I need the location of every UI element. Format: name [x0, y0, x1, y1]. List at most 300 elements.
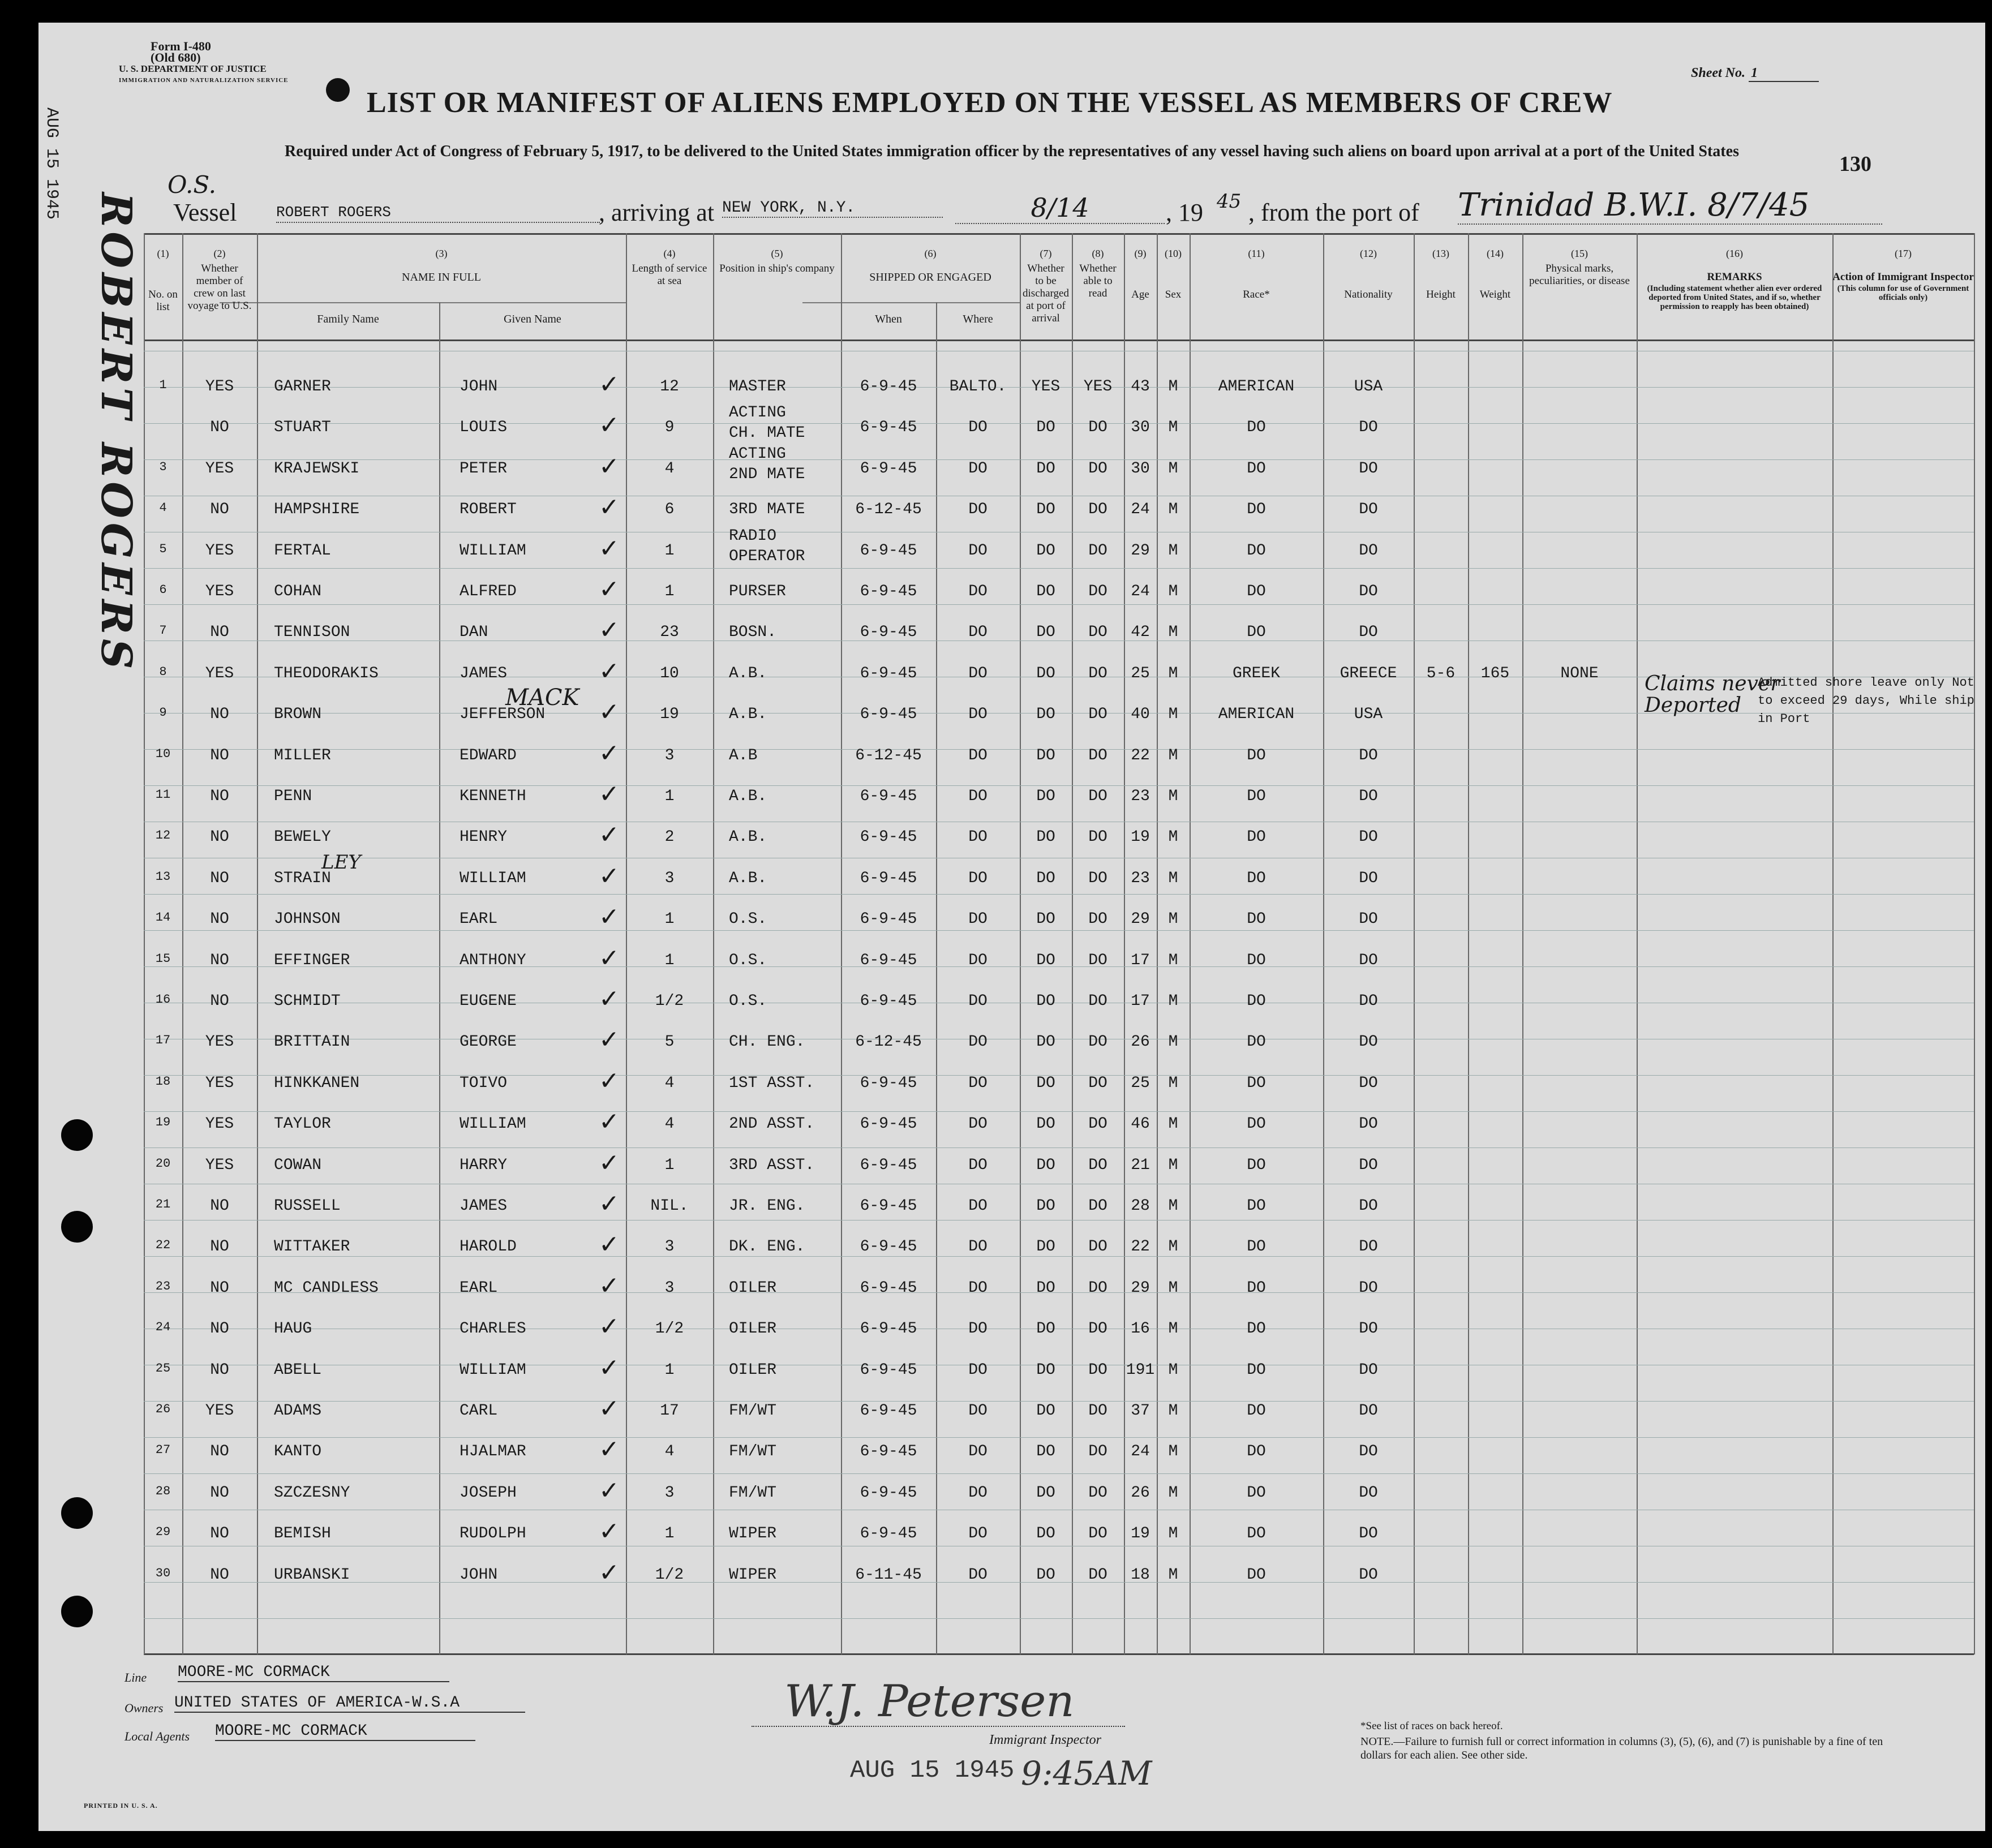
cell-position: O.S.: [729, 992, 767, 1010]
cell-nationality: DO: [1359, 1075, 1378, 1092]
cell-discharged: DO: [1036, 1197, 1055, 1215]
column-number: (10): [1165, 248, 1182, 259]
cell-family: BRITTAIN: [274, 1033, 350, 1051]
cell-service: 1: [664, 1157, 675, 1174]
column-header: Race*: [1243, 289, 1270, 300]
cell-given: GEORGE: [460, 1033, 517, 1051]
cell-position: A.B.: [729, 870, 767, 887]
cell-discharged: DO: [1036, 1157, 1055, 1174]
cell-prev: NO: [210, 1238, 229, 1256]
column-number: (7): [1040, 248, 1052, 259]
cell-sex: M: [1168, 1525, 1178, 1542]
cell-where: DO: [968, 1197, 988, 1215]
cell-service: 1/2: [655, 992, 684, 1010]
cell-read: DO: [1088, 1320, 1107, 1338]
cell-where: DO: [968, 870, 988, 887]
vessel-prefix: O.S.: [168, 171, 216, 199]
cell-given: HAROLD: [460, 1238, 517, 1256]
column-subheader: When: [875, 313, 902, 325]
cell-prev: NO: [210, 788, 229, 805]
cell-family: STUART: [274, 419, 331, 436]
cell-position: PURSER: [729, 583, 786, 600]
cell-when: 6-9-45: [860, 1525, 917, 1542]
cell-age: 29: [1131, 542, 1150, 560]
cell-age: 28: [1131, 1197, 1150, 1215]
cell-position: WIPER: [729, 1566, 777, 1584]
cell-nationality: DO: [1359, 501, 1378, 518]
cell-age: 22: [1131, 1238, 1150, 1256]
cell-prev: YES: [205, 1075, 234, 1092]
cell-nationality: DO: [1359, 542, 1378, 560]
cell-race: DO: [1247, 910, 1266, 928]
cell-discharged: DO: [1036, 624, 1055, 641]
cell-when: 6-9-45: [860, 1361, 917, 1379]
cell-when: 6-9-45: [860, 1238, 917, 1256]
given-name-note: MACK: [505, 685, 579, 711]
cell-when: 6-9-45: [860, 870, 917, 887]
check-mark-icon: ✓: [599, 534, 620, 563]
cell-age: 18: [1131, 1566, 1150, 1584]
cell-race: DO: [1247, 1197, 1266, 1215]
cell-service: 1: [664, 952, 675, 969]
cell-where: DO: [968, 828, 988, 846]
check-mark-icon: ✓: [599, 370, 620, 399]
cell-race: DO: [1247, 1443, 1266, 1460]
cell-family: MC CANDLESS: [274, 1279, 379, 1297]
column-divider: [713, 233, 714, 1654]
cell-position: FM/WT: [729, 1443, 777, 1460]
owners-label: Owners: [124, 1701, 164, 1715]
column-number: (17): [1895, 248, 1912, 259]
column-subheader: Given Name: [504, 313, 561, 325]
column-number: (11): [1248, 248, 1265, 259]
cell-service: 2: [664, 828, 675, 846]
cell-when: 6-9-45: [860, 828, 917, 846]
cell-age: 16: [1131, 1320, 1150, 1338]
column-divider: [257, 233, 258, 1654]
column-header: Whether member of crew on last voyage to U.S.: [187, 263, 252, 312]
cell-nationality: DO: [1359, 624, 1378, 641]
cell-race: DO: [1247, 460, 1266, 478]
cell-when: 6-9-45: [860, 1197, 917, 1215]
cell-read: DO: [1088, 1115, 1107, 1133]
cell-read: DO: [1088, 870, 1107, 887]
cell-when: 6-9-45: [860, 706, 917, 723]
ruled-line: [144, 1256, 1974, 1257]
ruled-line: [144, 1111, 1974, 1112]
signature-line: [752, 1726, 1125, 1727]
cell-nationality: DO: [1359, 1320, 1378, 1338]
cell-family: JOHNSON: [274, 910, 341, 928]
cell-where: DO: [968, 952, 988, 969]
cell-where: DO: [968, 1566, 988, 1584]
cell-no: 28: [155, 1484, 171, 1498]
cell-read: DO: [1088, 1157, 1107, 1174]
cell-no: 3: [159, 460, 167, 474]
cell-no: 29: [155, 1525, 171, 1539]
cell-sex: M: [1168, 1566, 1178, 1584]
ruled-line: [144, 894, 1974, 895]
cell-read: DO: [1088, 542, 1107, 560]
cell-family: EFFINGER: [274, 952, 350, 969]
cell-service: 17: [660, 1402, 679, 1420]
cell-where: DO: [968, 1443, 988, 1460]
cell-race: DO: [1247, 1238, 1266, 1256]
cell-weight: 165: [1480, 665, 1510, 682]
page-subtitle: Required under Act of Congress of February 5, 1917, to be delivered to the United States immigration officer by the representatives of any vessel having such aliens on board upon arrival at a port of the United States: [285, 143, 1739, 160]
cell-sex: M: [1168, 952, 1178, 969]
cell-age: 24: [1131, 1443, 1150, 1460]
page-number: 130: [1839, 152, 1871, 176]
cell-race: DO: [1247, 788, 1266, 805]
check-mark-icon: ✓: [599, 1394, 620, 1423]
cell-given: JOSEPH: [460, 1484, 517, 1502]
cell-discharged: DO: [1036, 1075, 1055, 1092]
column-header: Age: [1131, 289, 1149, 300]
column-subheader: Where: [963, 313, 993, 325]
cell-service: 1: [664, 583, 675, 600]
cell-race: DO: [1247, 1484, 1266, 1502]
cell-no: 6: [159, 583, 167, 597]
cell-discharged: DO: [1036, 1402, 1055, 1420]
column-number: (4): [663, 248, 676, 259]
cell-when: 6-9-45: [860, 788, 917, 805]
column-header: Action of Immigrant Inspector: [1832, 271, 1974, 283]
cell-no: 19: [155, 1115, 171, 1129]
cell-race: AMERICAN: [1218, 378, 1295, 396]
cell-position: FM/WT: [729, 1402, 777, 1420]
cell-sex: M: [1168, 706, 1178, 723]
cell-race: DO: [1247, 1115, 1266, 1133]
column-divider: [1637, 233, 1638, 1654]
column-divider: [1157, 233, 1158, 1654]
cell-service: 1: [664, 910, 675, 928]
cell-given: TOIVO: [460, 1075, 508, 1092]
cell-no: 21: [155, 1197, 171, 1211]
cell-family: MILLER: [274, 747, 331, 764]
vessel-label: Vessel: [173, 199, 237, 226]
cell-age: 40: [1131, 706, 1150, 723]
cell-given: EUGENE: [460, 992, 517, 1010]
cell-sex: M: [1168, 1033, 1178, 1051]
cell-race: AMERICAN: [1218, 706, 1295, 723]
column-header: Nationality: [1344, 289, 1393, 300]
cell-family: ADAMS: [274, 1402, 322, 1420]
cell-prev: NO: [210, 501, 229, 518]
cell-discharged: DO: [1036, 460, 1055, 478]
cell-age: 46: [1131, 1115, 1150, 1133]
line-label: Line: [124, 1670, 147, 1684]
cell-prev: YES: [205, 542, 234, 560]
cell-read: DO: [1088, 460, 1107, 478]
cell-nationality: DO: [1359, 1115, 1378, 1133]
cell-race: DO: [1247, 952, 1266, 969]
cell-age: 29: [1131, 910, 1150, 928]
cell-sex: M: [1168, 747, 1178, 764]
cell-discharged: DO: [1036, 706, 1055, 723]
cell-sex: M: [1168, 1443, 1178, 1460]
check-mark-icon: ✓: [599, 1107, 620, 1136]
column-header-note: (Including statement whether alien ever ordered deported from United States, and if so, whether permission to reapply has been obtained): [1647, 284, 1822, 311]
check-mark-icon: ✓: [599, 493, 620, 522]
cell-age: 23: [1131, 788, 1150, 805]
cell-given: HJALMAR: [460, 1443, 526, 1460]
cell-age: 22: [1131, 747, 1150, 764]
cell-no: 20: [155, 1157, 171, 1171]
cell-where: DO: [968, 910, 988, 928]
cell-family: SCHMIDT: [274, 992, 341, 1010]
check-mark-icon: ✓: [599, 780, 620, 809]
cell-prev: NO: [210, 870, 229, 887]
cell-sex: M: [1168, 910, 1178, 928]
column-divider: [1468, 233, 1469, 1654]
cell-discharged: DO: [1036, 583, 1055, 600]
cell-read: DO: [1088, 828, 1107, 846]
manifest-sheet: Form I-480 (Old 680) U. S. DEPARTMENT OF JUSTICE IMMIGRATION AND NATURALIZATION SERVICE Sheet No. 1 LIST OR MANIFEST OF ALIENS EMPLOYED ON THE VESSEL AS MEMBERS OF CREW Required under Act of Congress of February 5, 1917, to be delivered to the United States immigration officer by the representatives of any vessel having such aliens on board upon arrival at a port of the United States 130 O.S. Vessel ROBERT ROGERS , arriving at NEW YORK, N.Y. 8/14 , 19 45 , from the port of Trinidad B.W.I. 8/7/45 AUG 15 1945 ROBERT ROGERS (1) No. on list (2) Whether member of crew on last voyage to U.S. (3) NAME IN FULL (4) Length of service at sea (5) Position in ship's company (6) SHIPPED OR ENGAGED (7) Whether to be discharged at port of arrival (8) Whether able to read (9) Age (10) Sex (11) Race* (12) Nationality (13) Height (14) Weight (15) Physical marks, peculiarities, or disease (16) REMARKS (Including statement whether alien ever ordered deported from United States, and if so, whether permission to reapply has been obtained) (17) Action of Immigrant Inspector (This column for use of Government officials only) Family Name Given Name When Where 1 YES GARNER JOHN 12 MASTER 6-9-45 BALTO. YES YES 43 M AMERICAN USA ✓ NO STUART LOUIS 9 ACTING CH. MATE 6-9-45 DO DO DO 30 M DO DO ✓ 3 YES KRAJEWSKI PETER 4 ACTING 2ND MATE 6-9-45 DO DO DO 30 M DO DO ✓ 4 NO HAMPSHIRE ROBERT 6 3RD MATE 6-12-45 DO DO DO 24 M DO DO ✓ 5 YES FERTAL WILLIAM 1 RADIO OPERATOR 6-9-45 DO DO DO 29 M DO DO ✓ 6 YES COHAN ALFRED 1 PURSER 6-9-45 DO DO DO 24 M DO DO ✓ 7 NO TENNISON DAN 23 BOSN. 6-9-45 DO DO DO 42 M DO DO ✓ 8 YES THEODORAKIS JAMES 10 A.B. 6-9-45 DO DO DO 25 M GREEK GREECE 5-6 165 NONE ✓ 9 NO BROWN JEFFERSON 19 A.B. 6-9-45 DO DO DO 40 M AMERICAN USA ✓ 10 NO MILLER EDWARD 3 A.B 6-12-45 DO DO DO 22 M DO DO ✓ 11 NO PENN KENNETH 1 A.B. 6-9-45 DO DO DO 23 M DO DO ✓ 12 NO BEWELY HENRY 2 A.B. 6-9-45 DO DO DO 19 M DO DO ✓ 13 NO STRAIN WILLIAM 3 A.B. 6-9-45 DO DO DO 23 M DO DO ✓ 14 NO JOHNSON EARL 1 O.S. 6-9-45 DO DO DO 29 M DO DO ✓ 15 NO EFFINGER ANTHONY 1 O.S. 6-9-45 DO DO DO 17 M DO DO ✓ 16 NO SCHMIDT EUGENE 1/2 O.S. 6-9-45 DO DO DO 17 M DO DO ✓ 17 YES BRITTAIN GEORGE 5 CH. ENG. 6-12-45 DO DO DO 26 M DO DO ✓ 18 YES HINKKANEN TOIVO 4 1ST ASST. 6-9-45 DO DO DO 25 M DO DO ✓ 19 YES TAYLOR WILLIAM 4 2ND ASST. 6-9-45 DO DO DO 46 M DO DO ✓ 20 YES COWAN HARRY 1 3RD ASST. 6-9-45 DO DO DO 21 M DO DO ✓ 21 NO RUSSELL JAMES NIL. JR. ENG. 6-9-45 DO DO DO 28 M DO DO ✓ 22 NO WITTAKER HAROLD 3 DK. ENG. 6-9-45 DO DO DO 22 M DO DO ✓ 23 NO MC CANDLESS EARL 3 OILER 6-9-45 DO DO DO 29 M DO DO ✓ 24 NO HAUG CHARLES 1/2 OILER 6-9-45 DO DO DO 16 M DO DO ✓ 25 NO ABELL WILLIAM 1 OILER 6-9-45 DO DO DO 191 M DO DO ✓ 26 YES ADAMS CARL 17 FM/WT 6-9-45 DO DO DO 37 M DO DO ✓ 27 NO KANTO HJALMAR 4 FM/WT 6-9-45 DO DO DO 24 M DO DO ✓ 28 NO SZCZESNY JOSEPH 3 FM/WT 6-9-45 DO DO DO 26 M DO DO ✓ 29 NO BEMISH RUDOLPH 1 WIPER 6-9-45 DO DO DO 19 M DO DO ✓ 30 NO URBANSKI JOHN 1/2 WIPER 6-11-45 DO DO DO 18 M DO DO ✓ MACK Claims never Deported Admitted shore leave only Not to exceed 29 days, While ship in Port LEY Line MOORE-MC CORMACK Owners UNITED STATES OF AMERICA-W.S.A Local Agents MOORE-MC CORMACK W.J. Petersen Immigrant Inspector AUG 15 1945 9:45AM *See list of races on back hereof. NOTE.—Failure to furnish full or correct information in columns (3), (5), (6), and (7) is punishable by a fine of ten dollars for each alien. See other side. PRINTED IN U. S. A.: [38, 23, 1985, 1831]
column-divider: [1020, 233, 1021, 1654]
column-header: Height: [1426, 289, 1456, 300]
cell-given: WILLIAM: [460, 1115, 526, 1133]
cell-when: 6-9-45: [860, 624, 917, 641]
cell-service: 1: [664, 1525, 675, 1542]
cell-sex: M: [1168, 992, 1178, 1010]
cell-nationality: DO: [1359, 1279, 1378, 1297]
cell-position: OILER: [729, 1279, 777, 1297]
cell-where: DO: [968, 1033, 988, 1051]
check-mark-icon: ✓: [599, 1271, 620, 1300]
cell-nationality: DO: [1359, 1484, 1378, 1502]
column-divider: [1414, 233, 1415, 1654]
cell-given: HENRY: [460, 828, 508, 846]
cell-where: DO: [968, 1279, 988, 1297]
cell-discharged: DO: [1036, 788, 1055, 805]
cell-family: KANTO: [274, 1443, 322, 1460]
cell-discharged: DO: [1036, 910, 1055, 928]
cell-service: 1/2: [655, 1320, 684, 1338]
cell-discharged: DO: [1036, 747, 1055, 764]
cell-sex: M: [1168, 870, 1178, 887]
remarks-note: Claims never Deported: [1645, 672, 1780, 717]
check-mark-icon: ✓: [599, 902, 620, 931]
cell-read: DO: [1088, 419, 1107, 436]
cell-nationality: DO: [1359, 1402, 1378, 1420]
cell-discharged: DO: [1036, 1238, 1055, 1256]
cell-when: 6-9-45: [860, 952, 917, 969]
column-divider: [1124, 233, 1125, 1654]
cell-when: 6-9-45: [860, 583, 917, 600]
cell-marks: NONE: [1560, 665, 1599, 682]
cell-no: 12: [155, 828, 171, 843]
cell-nationality: DO: [1359, 910, 1378, 928]
cell-discharged: DO: [1036, 1320, 1055, 1338]
cell-given: JOHN: [460, 1566, 498, 1584]
cell-when: 6-11-45: [855, 1566, 922, 1584]
check-mark-icon: ✓: [599, 657, 620, 686]
cell-nationality: DO: [1359, 419, 1378, 436]
cell-age: 24: [1131, 501, 1150, 518]
ruled-line: [144, 930, 1974, 931]
cell-prev: NO: [210, 1525, 229, 1542]
column-number: (12): [1360, 248, 1377, 259]
cell-position: MASTER: [729, 378, 786, 396]
cell-service: 3: [664, 747, 675, 764]
printed-in-usa: PRINTED IN U. S. A.: [84, 1802, 158, 1810]
cell-position: A.B.: [729, 828, 767, 846]
cell-position: CH. ENG.: [729, 1033, 805, 1051]
cell-race: DO: [1247, 1157, 1266, 1174]
cell-race: DO: [1247, 828, 1266, 846]
cell-family: THEODORAKIS: [274, 665, 379, 682]
cell-prev: NO: [210, 1320, 229, 1338]
cell-read: DO: [1088, 1566, 1107, 1584]
cell-when: 6-9-45: [860, 1075, 917, 1092]
cell-race: DO: [1247, 542, 1266, 560]
cell-position: 1ST ASST.: [729, 1075, 815, 1092]
cell-no: 22: [155, 1238, 171, 1252]
cell-family: PENN: [274, 788, 312, 805]
cell-family: HINKKANEN: [274, 1075, 360, 1092]
cell-no: 15: [155, 952, 171, 966]
ruled-line: [144, 1618, 1974, 1619]
cell-nationality: DO: [1359, 1157, 1378, 1174]
cell-sex: M: [1168, 583, 1178, 600]
column-header: No. on list: [148, 289, 178, 313]
from-port: Trinidad B.W.I. 8/7/45: [1458, 187, 1882, 225]
cell-sex: M: [1168, 1115, 1178, 1133]
cell-discharged: DO: [1036, 1279, 1055, 1297]
arriving-port: NEW YORK, N.Y.: [722, 199, 943, 218]
ruled-line: [144, 1437, 1974, 1438]
cell-given: HARRY: [460, 1157, 508, 1174]
cell-given: JOHN: [460, 378, 498, 396]
cell-service: 9: [664, 419, 675, 436]
cell-family: BEMISH: [274, 1525, 331, 1542]
inspector-signature: W.J. Petersen: [784, 1676, 1075, 1727]
cell-discharged: DO: [1036, 828, 1055, 846]
cell-nationality: DO: [1359, 1033, 1378, 1051]
cell-read: DO: [1088, 665, 1107, 682]
cell-given: JEFFERSON: [460, 706, 546, 723]
cell-nationality: DO: [1359, 1361, 1378, 1379]
family-name-correction: LEY: [321, 851, 361, 874]
cell-where: DO: [968, 1484, 988, 1502]
cell-sex: M: [1168, 1197, 1178, 1215]
check-mark-icon: ✓: [599, 616, 620, 644]
cell-read: DO: [1088, 1361, 1107, 1379]
column-divider: [1974, 233, 1975, 1654]
cell-discharged: DO: [1036, 1033, 1055, 1051]
cell-position: 3RD MATE: [729, 501, 805, 518]
year-prefix: , 19: [1166, 199, 1203, 226]
column-number: (15): [1571, 248, 1588, 259]
cell-sex: M: [1168, 378, 1178, 396]
check-mark-icon: ✓: [599, 985, 620, 1013]
cell-when: 6-9-45: [860, 1320, 917, 1338]
cell-service: 1: [664, 542, 675, 560]
column-header: Weight: [1479, 289, 1511, 300]
cell-no: 7: [159, 624, 167, 638]
cell-no: 8: [159, 665, 167, 679]
cell-read: DO: [1088, 1279, 1107, 1297]
cell-sex: M: [1168, 1075, 1178, 1092]
cell-prev: YES: [205, 665, 234, 682]
cell-when: 6-9-45: [860, 1279, 917, 1297]
column-header: Whether able to read: [1079, 263, 1117, 299]
cell-prev: YES: [205, 460, 234, 478]
column-number: (1): [157, 248, 169, 259]
cell-nationality: DO: [1359, 583, 1378, 600]
cell-given: DAN: [460, 624, 488, 641]
cell-given: ANTHONY: [460, 952, 526, 969]
cell-prev: YES: [205, 583, 234, 600]
column-number: (13): [1432, 248, 1449, 259]
cell-when: 6-9-45: [860, 1402, 917, 1420]
column-number: (14): [1487, 248, 1504, 259]
cell-age: 17: [1131, 992, 1150, 1010]
cell-family: GARNER: [274, 378, 331, 396]
cell-sex: M: [1168, 1361, 1178, 1379]
column-header-note: (This column for use of Government officials only): [1837, 284, 1969, 302]
check-mark-icon: ✓: [599, 1353, 620, 1382]
cell-read: DO: [1088, 1525, 1107, 1542]
cell-when: 6-9-45: [860, 1157, 917, 1174]
cell-position: A.B: [729, 747, 758, 764]
column-subheader: Family Name: [317, 313, 379, 325]
cell-race: DO: [1247, 1075, 1266, 1092]
cell-position: OILER: [729, 1361, 777, 1379]
cell-read: DO: [1088, 706, 1107, 723]
check-mark-icon: ✓: [599, 1435, 620, 1464]
check-mark-icon: ✓: [599, 1189, 620, 1218]
cell-service: 6: [664, 501, 675, 518]
cell-where: DO: [968, 665, 988, 682]
cell-race: DO: [1247, 624, 1266, 641]
cell-discharged: DO: [1036, 1361, 1055, 1379]
column-number: (9): [1134, 248, 1147, 259]
cell-sex: M: [1168, 665, 1178, 682]
cell-no: 18: [155, 1075, 171, 1089]
cell-race: DO: [1247, 583, 1266, 600]
check-mark-icon: ✓: [599, 575, 620, 604]
cell-service: 3: [664, 870, 675, 887]
cell-age: 37: [1131, 1402, 1150, 1420]
cell-nationality: DO: [1359, 1238, 1378, 1256]
cell-prev: NO: [210, 1197, 229, 1215]
cell-no: 4: [159, 501, 167, 515]
check-mark-icon: ✓: [599, 1149, 620, 1177]
line-value: MOORE-MC CORMACK: [178, 1664, 449, 1682]
cell-race: GREEK: [1232, 665, 1280, 682]
cell-prev: YES: [205, 1157, 234, 1174]
cell-given: RUDOLPH: [460, 1525, 526, 1542]
cell-height: 5-6: [1426, 665, 1456, 682]
cell-service: 1/2: [655, 1566, 684, 1584]
cell-no: 25: [155, 1361, 171, 1376]
cell-race: DO: [1247, 747, 1266, 764]
cell-age: 17: [1131, 952, 1150, 969]
cell-service: 4: [664, 460, 675, 478]
cell-where: DO: [968, 1525, 988, 1542]
cell-when: 6-9-45: [860, 542, 917, 560]
cell-sex: M: [1168, 828, 1178, 846]
cell-age: 19: [1131, 1525, 1150, 1542]
cell-when: 6-12-45: [855, 1033, 922, 1051]
owners-value: UNITED STATES OF AMERICA-W.S.A: [174, 1694, 525, 1713]
ruled-line: [144, 568, 1974, 569]
arrival-date: 8/14: [955, 192, 1165, 224]
check-mark-icon: ✓: [599, 739, 620, 768]
arriving-label: , arriving at: [599, 199, 715, 226]
